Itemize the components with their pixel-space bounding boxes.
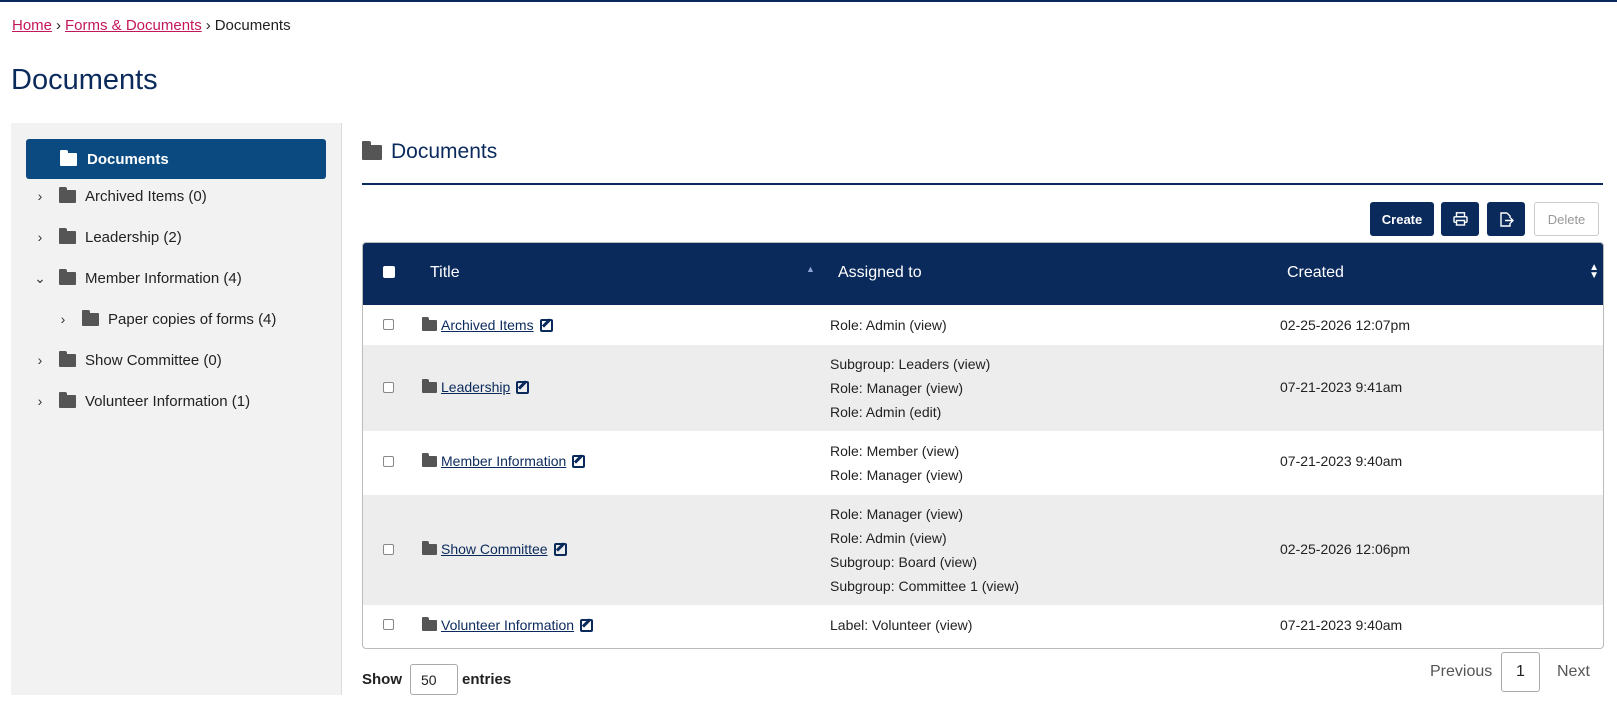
- row-assigned: [830, 502, 1019, 598]
- edit-icon[interactable]: [554, 543, 567, 556]
- folder-icon: [59, 395, 76, 408]
- row-created: 07-21-2023 9:40am: [1280, 453, 1403, 469]
- main-heading-label: Documents: [391, 140, 498, 163]
- folder-icon: [82, 313, 99, 326]
- assignment-entry: Subgroup: Committee 1 (view): [830, 578, 1020, 594]
- row-checkbox[interactable]: [383, 456, 394, 467]
- tree-item-paper-copies-of-forms[interactable]: [52, 308, 276, 330]
- chevron-right-icon[interactable]: ›: [37, 393, 43, 409]
- tree-item-member-information[interactable]: [29, 267, 242, 289]
- breadcrumb: [12, 17, 291, 34]
- row-title-link[interactable]: Show Committee: [441, 541, 548, 557]
- row-created: 07-21-2023 9:41am: [1280, 379, 1403, 395]
- row-title: [422, 379, 529, 395]
- edit-icon[interactable]: [572, 455, 585, 468]
- tree-item-label: Member Information (4): [85, 269, 242, 287]
- page-title: Documents: [11, 64, 158, 96]
- breadcrumb-separator: ›: [205, 17, 211, 34]
- folder-open-icon: [60, 153, 77, 166]
- breadcrumb-home-link[interactable]: Home: [12, 17, 53, 34]
- row-checkbox[interactable]: [383, 619, 394, 630]
- folder-icon: [59, 190, 76, 203]
- row-assigned: [830, 439, 963, 487]
- printer-icon: [1453, 212, 1468, 226]
- edit-icon[interactable]: [516, 381, 529, 394]
- assignment-entry: Role: Admin (edit): [830, 404, 942, 420]
- folder-icon: [422, 320, 437, 331]
- folder-icon: [59, 231, 76, 244]
- breadcrumb-current: Documents: [214, 17, 291, 34]
- row-created: 02-25-2026 12:07pm: [1280, 317, 1410, 333]
- row-title-link[interactable]: Member Information: [441, 453, 567, 469]
- row-assigned: [830, 313, 947, 337]
- main-heading: [362, 140, 497, 164]
- row-created: 07-21-2023 9:40am: [1280, 617, 1403, 633]
- create-button[interactable]: Create: [1370, 202, 1434, 236]
- assignment-entry: Role: Manager (view): [830, 380, 964, 396]
- row-title: [422, 317, 553, 333]
- tree-item-archived-items[interactable]: [29, 185, 207, 207]
- export-button[interactable]: [1487, 202, 1525, 236]
- documents-table: [362, 242, 1604, 649]
- row-title: [422, 541, 567, 557]
- assignment-entry: Role: Member (view): [830, 443, 960, 459]
- table-row: [363, 345, 1603, 431]
- chevron-right-icon[interactable]: ›: [37, 188, 43, 204]
- tree-item-label: Archived Items (0): [85, 187, 207, 205]
- assignment-entry: Label: Volunteer (view): [830, 617, 973, 633]
- tree-item-label: Volunteer Information (1): [85, 392, 251, 410]
- edit-icon[interactable]: [580, 619, 593, 632]
- delete-button[interactable]: Delete: [1534, 202, 1599, 236]
- folder-tree-sidebar: [11, 123, 342, 695]
- row-title: [422, 617, 593, 633]
- sort-icon: ▲ ▼: [1589, 262, 1599, 281]
- assignment-entry: Role: Admin (view): [830, 317, 947, 333]
- heading-divider: [362, 183, 1603, 185]
- tree-item-leadership[interactable]: [29, 226, 182, 248]
- assignment-entry: Role: Manager (view): [830, 467, 964, 483]
- breadcrumb-separator: ›: [56, 17, 62, 34]
- folder-icon: [59, 272, 76, 285]
- row-checkbox[interactable]: [383, 319, 394, 330]
- assignment-entry: Subgroup: Leaders (view): [830, 356, 991, 372]
- chevron-down-icon[interactable]: ⌄: [34, 269, 46, 286]
- row-checkbox[interactable]: [383, 382, 394, 393]
- row-assigned: [830, 613, 972, 637]
- chevron-right-icon[interactable]: ›: [37, 229, 43, 245]
- sort-ascending-icon: ▲: [806, 264, 815, 274]
- entries-select[interactable]: 50: [410, 664, 458, 695]
- column-header-assigned[interactable]: Assigned to: [838, 264, 922, 281]
- assignment-entry: Role: Manager (view): [830, 506, 964, 522]
- breadcrumb-forms-link[interactable]: Forms & Documents: [65, 17, 202, 34]
- tree-item-label: Paper copies of forms (4): [108, 310, 277, 328]
- row-title-link[interactable]: Volunteer Information: [441, 617, 575, 633]
- tree-item-volunteer-information[interactable]: [29, 390, 250, 412]
- column-header-title[interactable]: Title: [430, 264, 460, 281]
- row-title-link[interactable]: Archived Items: [441, 317, 534, 333]
- folder-icon: [59, 354, 76, 367]
- chevron-right-icon[interactable]: ›: [60, 311, 66, 327]
- page-1-button[interactable]: 1: [1501, 652, 1540, 692]
- show-label: Show: [362, 671, 402, 688]
- table-header: [363, 243, 1603, 305]
- row-created: 02-25-2026 12:06pm: [1280, 541, 1410, 557]
- chevron-right-icon[interactable]: ›: [37, 352, 43, 368]
- folder-icon: [422, 544, 437, 555]
- row-title-link[interactable]: Leadership: [441, 379, 511, 395]
- next-page-button[interactable]: Next: [1557, 663, 1590, 680]
- column-header-created[interactable]: Created: [1287, 264, 1344, 281]
- row-assigned: [830, 352, 990, 424]
- previous-page-button[interactable]: Previous: [1430, 663, 1493, 680]
- entries-length-control: [362, 664, 511, 695]
- row-title: [422, 453, 585, 469]
- assignment-entry: Subgroup: Board (view): [830, 554, 978, 570]
- row-checkbox[interactable]: [383, 544, 394, 555]
- tree-item-show-committee[interactable]: [29, 349, 222, 371]
- entries-label: entries: [462, 671, 512, 688]
- assignment-entry: Role: Admin (view): [830, 530, 947, 546]
- edit-icon[interactable]: [540, 319, 553, 332]
- table-row: [363, 605, 1603, 649]
- table-row: [363, 431, 1603, 495]
- folder-icon: [362, 145, 382, 160]
- tree-root-label: Documents: [87, 150, 169, 168]
- tree-root-documents[interactable]: [26, 139, 326, 179]
- tree-item-label: Show Committee (0): [85, 351, 222, 369]
- table-row: [363, 495, 1603, 605]
- select-all-checkbox[interactable]: [383, 266, 395, 278]
- table-row: [363, 305, 1603, 345]
- print-button[interactable]: [1441, 202, 1479, 236]
- folder-icon: [422, 620, 437, 631]
- tree-item-label: Leadership (2): [85, 228, 182, 246]
- folder-icon: [422, 456, 437, 467]
- export-icon: [1499, 212, 1514, 227]
- folder-icon: [422, 382, 437, 393]
